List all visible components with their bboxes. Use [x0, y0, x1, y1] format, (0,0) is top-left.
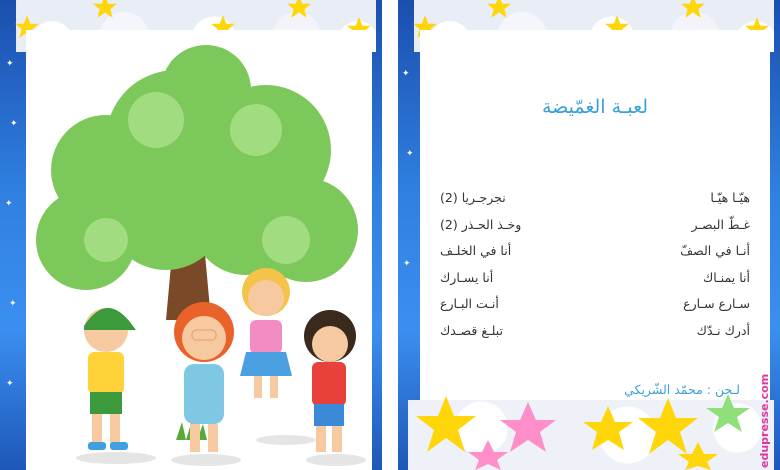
sparkle-icon: ✦ — [402, 69, 410, 79]
sparkle-icon: ✦ — [403, 259, 411, 269]
sparkle-icon: ✦ — [5, 199, 13, 209]
right-page — [398, 0, 780, 470]
poem-verse-left: تبلـغ قصـدك — [440, 322, 504, 338]
sparkle-icon: ✦ — [10, 119, 18, 129]
poem-verse-right: أدرك نـدّك — [696, 322, 750, 338]
watermark: edupresse.com — [758, 373, 771, 468]
poem-line — [440, 323, 750, 350]
poem-line — [440, 270, 750, 297]
poem-verse-left: نجرجـريا (2) — [440, 190, 506, 205]
star-icon — [486, 0, 512, 20]
smiling-stars-icon — [398, 390, 780, 470]
poem-line — [440, 296, 750, 323]
poem-line — [440, 243, 750, 270]
poem-line — [440, 217, 750, 244]
illustration-panel — [26, 30, 372, 470]
poem-verse-right: أنـا في الصفّ — [680, 243, 750, 258]
poem — [440, 190, 750, 349]
poem-verse-right: سـارع سـارع — [683, 296, 750, 311]
sparkle-icon: ✦ — [6, 59, 14, 69]
star-icon — [680, 0, 706, 20]
star-icon — [286, 0, 312, 20]
poem-verse-right: هيّـا هيّـا — [710, 190, 750, 205]
page-title: لعبـة الغمّيضة — [541, 96, 649, 118]
left-page — [0, 0, 382, 470]
poem-verse-left: أنا يسـارك — [440, 269, 494, 285]
illustration — [26, 30, 372, 470]
poem-verse-left: أنا في الخلـف — [440, 243, 512, 258]
composer-credit: لـحن : محمّد الشّريكي — [624, 382, 740, 397]
sparkle-icon: ✦ — [6, 379, 14, 389]
sparkle-icon: ✦ — [9, 299, 17, 309]
sparkle-icon: ✦ — [406, 149, 414, 159]
poem-verse-left: وخـذ الحـذر (2) — [440, 216, 522, 232]
poem-verse-right: أنا يمنـاك — [703, 269, 750, 285]
poem-verse-right: غـطّ البصـر — [691, 216, 750, 232]
poem-verse-left: أنـت البـارع — [440, 296, 499, 311]
star-icon — [92, 0, 118, 20]
poem-line — [440, 190, 750, 217]
